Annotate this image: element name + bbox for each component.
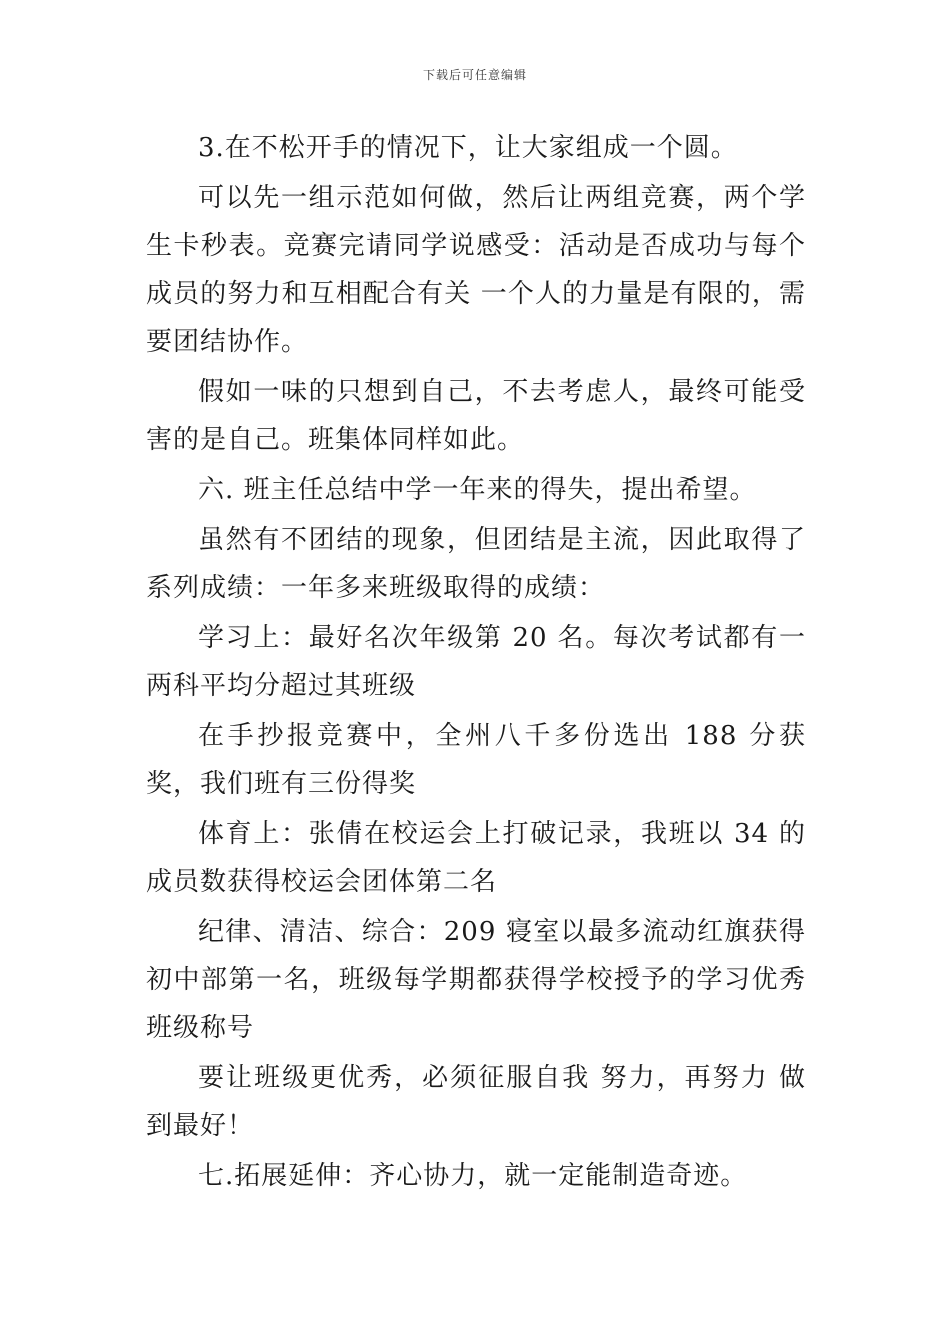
paragraph-discipline: 纪律、清洁、综合：209 寝室以最多流动红旗获得初中部第一名，班级每学期都获得学校授予的学习优秀班级称号 [146,917,806,1043]
paragraph-study: 学习上：最好名次年级第 20 名。每次考试都有一两科平均分超过其班级 [146,623,806,701]
page-header: 下载后可任意编辑 [422,68,527,82]
paragraph-sports: 体育上：张倩在校运会上打破记录，我班以 34 的成员数获得校运会团体第二名 [146,819,806,897]
document-body [146,124,806,1202]
paragraph-achievements-intro: 虽然有不团结的现象，但团结是主流，因此取得了系列成绩：一年多来班级取得的成绩： [146,525,806,603]
paragraph-motivation: 要让班级更优秀，必须征服自我 努力，再努力 做到最好！ [146,1063,806,1141]
paragraph-demo-competition: 可以先一组示范如何做，然后让两组竞赛，两个学生卡秒表。竞赛完请同学说感受：活动是否成功与每个成员的努力和互相配合有关 一个人的力量是有限的，需要团结协作。 [146,183,806,357]
paragraph-newspaper-contest: 在手抄报竞赛中，全州八千多份选出 188 分获奖，我们班有三份得奖 [146,721,806,799]
section-heading-seven: 七.拓展延伸：齐心协力，就一定能制造奇迹。 [198,1161,748,1191]
section-heading-six: 六. 班主任总结中学一年来的得失，提出希望。 [198,475,757,505]
paragraph-selfishness: 假如一味的只想到自己，不去考虑人，最终可能受害的是自己。班集体同样如此。 [146,377,806,455]
paragraph-step-3: 3.在不松开手的情况下，让大家组成一个圆。 [198,133,738,163]
